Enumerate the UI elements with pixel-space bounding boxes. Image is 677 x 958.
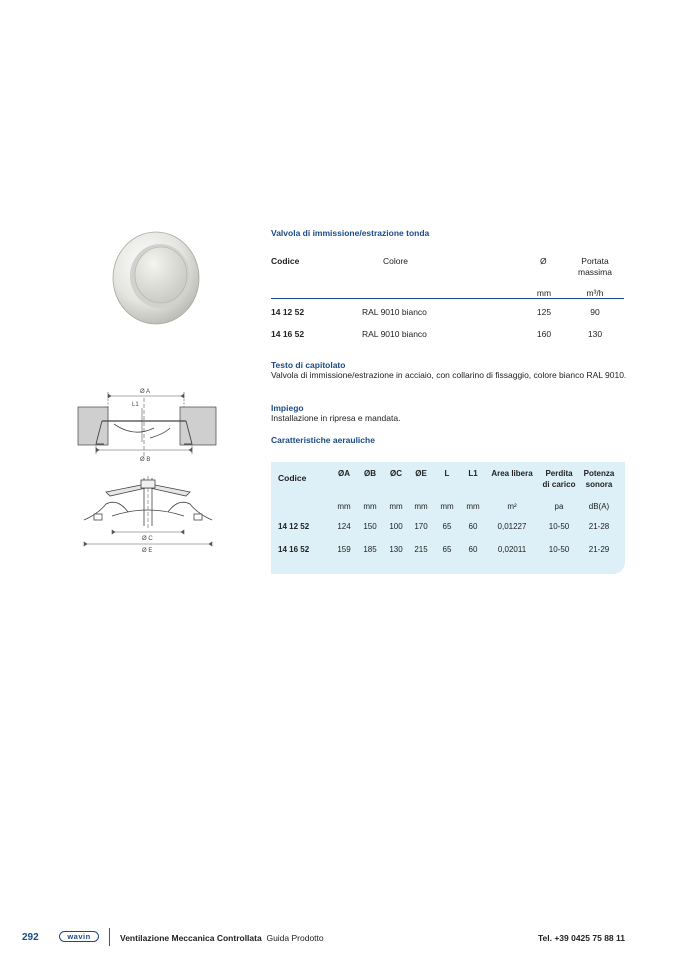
footer-telephone: Tel. +39 0425 75 88 11 bbox=[537, 933, 625, 943]
t2-header-a: ØA bbox=[338, 469, 350, 478]
t2-header-perdita1: Perdita bbox=[545, 469, 573, 478]
t1-row1-colore: RAL 9010 bianco bbox=[362, 307, 427, 317]
product-title: Valvola di immissione/estrazione tonda bbox=[271, 228, 430, 238]
t2-row2-c: 130 bbox=[389, 545, 403, 554]
t2-unit-l1: mm bbox=[466, 502, 480, 511]
t1-row1-codice: 14 12 52 bbox=[271, 307, 305, 317]
t2-unit-c: mm bbox=[389, 502, 403, 511]
t2-unit-b: mm bbox=[363, 502, 377, 511]
label-diam-b: Ø B bbox=[140, 457, 151, 463]
t2-row2-area: 0,02011 bbox=[497, 545, 527, 554]
t2-row2-l: 65 bbox=[442, 545, 452, 554]
t2-unit-perdita: pa bbox=[554, 502, 564, 511]
t2-row1-potenza: 21-28 bbox=[588, 522, 610, 531]
t1-row1-portata: 90 bbox=[590, 307, 600, 317]
t2-row2-b: 185 bbox=[363, 545, 377, 554]
t2-header-e: ØE bbox=[415, 469, 427, 478]
t1-divider bbox=[271, 298, 624, 299]
t1-row2-codice: 14 16 52 bbox=[271, 329, 305, 339]
t2-row2-codice: 14 16 52 bbox=[278, 545, 310, 554]
t1-header-portata1: Portata bbox=[581, 256, 609, 266]
impiego-text: Installazione in ripresa e mandata. bbox=[271, 413, 401, 423]
t2-header-perdita2: di carico bbox=[542, 480, 576, 489]
t2-row2-perdita: 10-50 bbox=[548, 545, 570, 554]
t1-row1-diam: 125 bbox=[536, 307, 552, 317]
t2-row1-b: 150 bbox=[363, 522, 377, 531]
t2-row1-l1: 60 bbox=[468, 522, 478, 531]
aero-table-background bbox=[271, 462, 625, 574]
t1-header-diam: Ø bbox=[540, 256, 547, 266]
footer-divider bbox=[109, 928, 110, 946]
section-drawing-2 bbox=[78, 476, 218, 556]
t2-row1-perdita: 10-50 bbox=[548, 522, 570, 531]
label-diam-e: Ø E bbox=[142, 548, 153, 554]
t2-header-l: L bbox=[444, 469, 450, 478]
capitolato-text: Valvola di immissione/estrazione in acciaio, con collarino di fissaggio, colore bianco RAL 9010. bbox=[271, 370, 627, 380]
t2-row1-codice: 14 12 52 bbox=[278, 522, 310, 531]
t2-header-c: ØC bbox=[390, 469, 402, 478]
label-l1: L1 bbox=[132, 402, 139, 408]
label-diam-a: Ø A bbox=[140, 389, 151, 395]
t2-header-potenza1: Potenza bbox=[583, 469, 615, 478]
impiego-title: Impiego bbox=[271, 403, 304, 413]
footer-title bbox=[120, 933, 324, 943]
section-drawing bbox=[74, 384, 222, 466]
label-diam-c: Ø C bbox=[142, 536, 153, 542]
t2-unit-l: mm bbox=[440, 502, 454, 511]
t2-row2-a: 159 bbox=[337, 545, 351, 554]
t1-row2-colore: RAL 9010 bianco bbox=[362, 329, 427, 339]
t2-unit-potenza: dB(A) bbox=[588, 502, 610, 511]
t1-row2-portata: 130 bbox=[587, 329, 603, 339]
wavin-logo: wavin bbox=[59, 931, 99, 942]
t2-row1-l: 65 bbox=[442, 522, 452, 531]
t2-header-codice: Codice bbox=[278, 473, 307, 483]
footer-title-main: Ventilazione Meccanica Controllata bbox=[120, 933, 262, 943]
t2-row2-l1: 60 bbox=[468, 545, 478, 554]
t1-row2-diam: 160 bbox=[536, 329, 552, 339]
t2-row1-a: 124 bbox=[337, 522, 351, 531]
t2-header-potenza2: sonora bbox=[585, 480, 613, 489]
t2-unit-e: mm bbox=[414, 502, 428, 511]
t2-row1-c: 100 bbox=[389, 522, 403, 531]
t1-unit-diam: mm bbox=[536, 288, 552, 298]
t2-unit-area: m² bbox=[507, 502, 517, 511]
t1-unit-portata: m³/h bbox=[586, 288, 604, 298]
t2-row1-area: 0,01227 bbox=[497, 522, 527, 531]
t2-header-l1: L1 bbox=[468, 469, 478, 478]
footer-subtitle: Guida Prodotto bbox=[266, 933, 324, 943]
t1-header-colore: Colore bbox=[383, 256, 409, 266]
t2-header-b: ØB bbox=[364, 469, 376, 478]
capitolato-title: Testo di capitolato bbox=[271, 360, 346, 370]
t2-header-area: Area libera bbox=[491, 469, 533, 478]
product-photo bbox=[108, 228, 208, 328]
t2-row2-e: 215 bbox=[414, 545, 428, 554]
t2-unit-a: mm bbox=[337, 502, 351, 511]
t1-header-portata2: massima bbox=[577, 267, 612, 277]
caratteristiche-title: Caratteristiche aerauliche bbox=[271, 435, 375, 445]
t2-row2-potenza: 21-29 bbox=[588, 545, 610, 554]
t1-header-codice: Codice bbox=[271, 256, 300, 266]
t2-row1-e: 170 bbox=[414, 522, 428, 531]
page-number: 292 bbox=[22, 932, 39, 943]
